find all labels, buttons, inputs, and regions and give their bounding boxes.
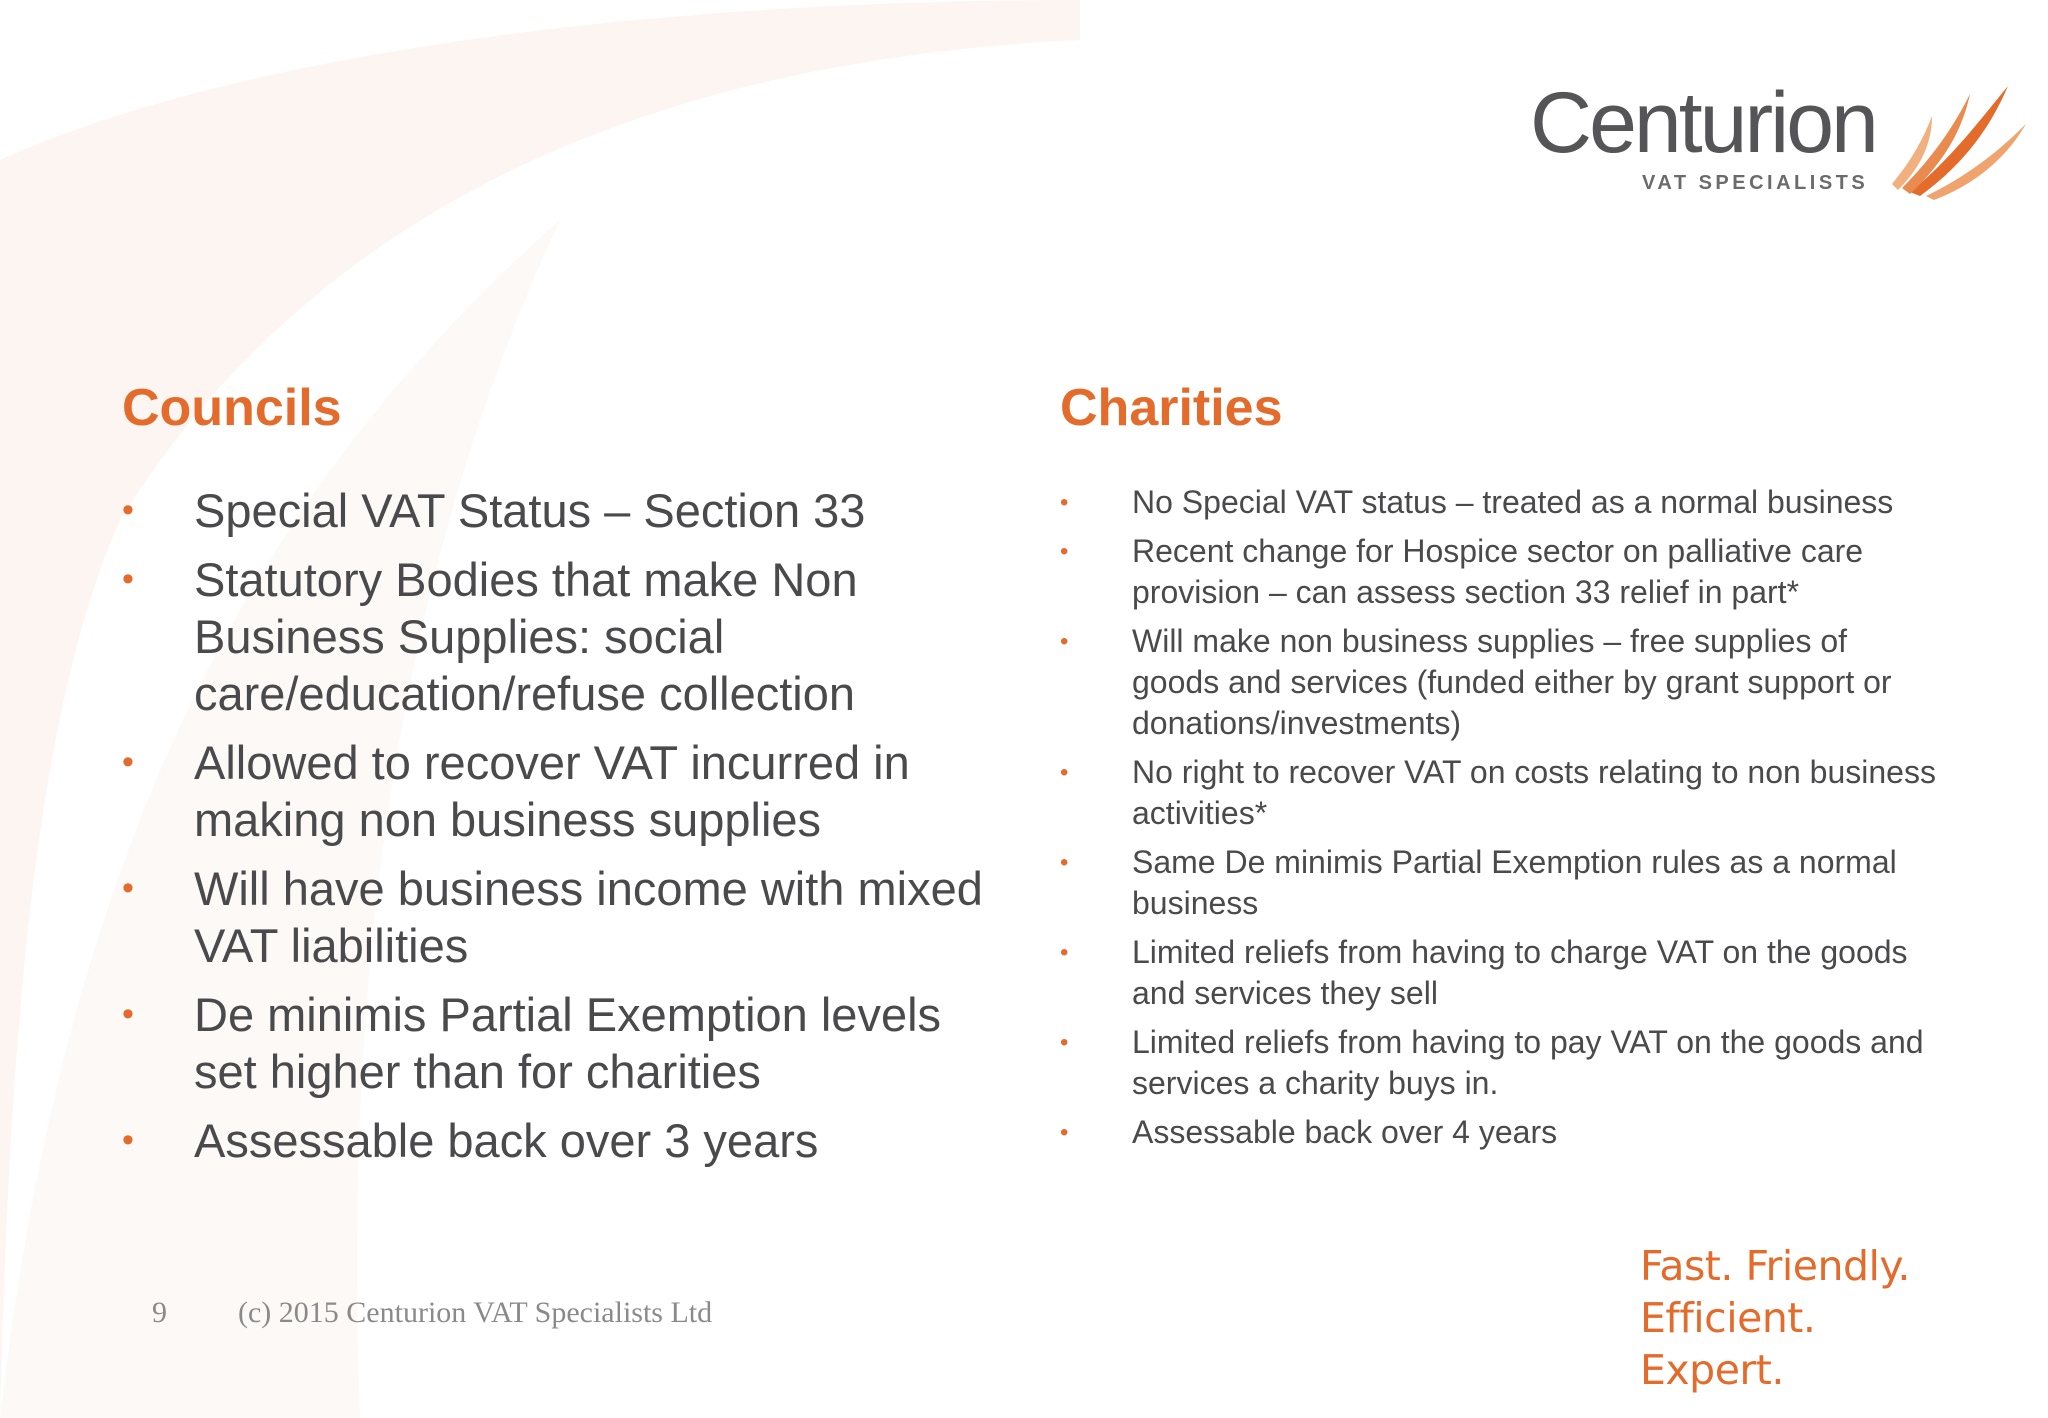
bullet-icon: • — [122, 995, 134, 1033]
list-item: • Allowed to recover VAT incurred in making non business supplies — [122, 736, 910, 846]
bullet-icon: • — [1060, 1119, 1069, 1146]
list-item: • No right to recover VAT on costs relating to non business activities* — [1060, 754, 1936, 831]
list-item: • Same De minimis Partial Exemption rules as a normal business — [1060, 844, 1897, 921]
bullet-icon: • — [122, 869, 134, 907]
councils-column — [122, 376, 1002, 1181]
list-item: • Will make non business supplies – free supplies of goods and services (funded either by grant support or donations/investments) — [1060, 623, 1892, 741]
list-item: • No Special VAT status – treated as a normal business — [1060, 482, 1940, 523]
centurion-logo — [1530, 75, 2000, 200]
charities-column — [1060, 376, 1940, 1161]
list-item: • Statutory Bodies that make Non Business Supplies: social care/education/refuse collection — [122, 553, 858, 720]
tagline-line-1: Fast. Friendly. — [1640, 1242, 1910, 1290]
page-number: 9 — [152, 1296, 167, 1329]
list-item: • Special VAT Status – Section 33 — [122, 484, 866, 537]
councils-heading: Councils — [122, 379, 342, 437]
bullet-icon: • — [122, 560, 134, 598]
list-item: • De minimis Partial Exemption levels set higher than for charities — [122, 988, 942, 1098]
bullet-icon: • — [1060, 489, 1069, 516]
list-item: • Limited reliefs from having to charge VAT on the goods and services they sell — [1060, 934, 1908, 1011]
tagline-line-2: Efficient. Expert. — [1640, 1294, 1816, 1394]
bullet-icon: • — [122, 743, 134, 781]
list-item: • Limited reliefs from having to pay VAT on the goods and services a charity buys in. — [1060, 1024, 1924, 1101]
bullet-icon: • — [1060, 849, 1069, 876]
bullet-icon: • — [1060, 1029, 1069, 1056]
logo-subtitle: VAT SPECIALISTS — [1642, 172, 1869, 194]
leaf-icon — [1880, 80, 2030, 200]
list-item: • Recent change for Hospice sector on palliative care provision – can assess section 33 relief in part* — [1060, 533, 1864, 610]
list-item: • Assessable back over 3 years — [122, 1114, 819, 1167]
charities-list — [1060, 482, 1940, 1153]
charities-heading: Charities — [1060, 379, 1283, 437]
councils-list — [122, 482, 1002, 1169]
list-item: • Will have business income with mixed VAT liabilities — [122, 862, 983, 972]
bullet-icon: • — [122, 491, 134, 529]
bullet-icon: • — [1060, 538, 1069, 565]
list-item: • Assessable back over 4 years — [1060, 1112, 1940, 1153]
logo-wordmark: Centurion — [1530, 75, 1876, 171]
bullet-icon: • — [1060, 939, 1069, 966]
bullet-icon: • — [1060, 759, 1069, 786]
tagline — [1640, 1240, 1970, 1396]
bullet-icon: • — [1060, 628, 1069, 655]
bullet-icon: • — [122, 1121, 134, 1159]
copyright-text: (c) 2015 Centurion VAT Specialists Ltd — [238, 1296, 713, 1329]
